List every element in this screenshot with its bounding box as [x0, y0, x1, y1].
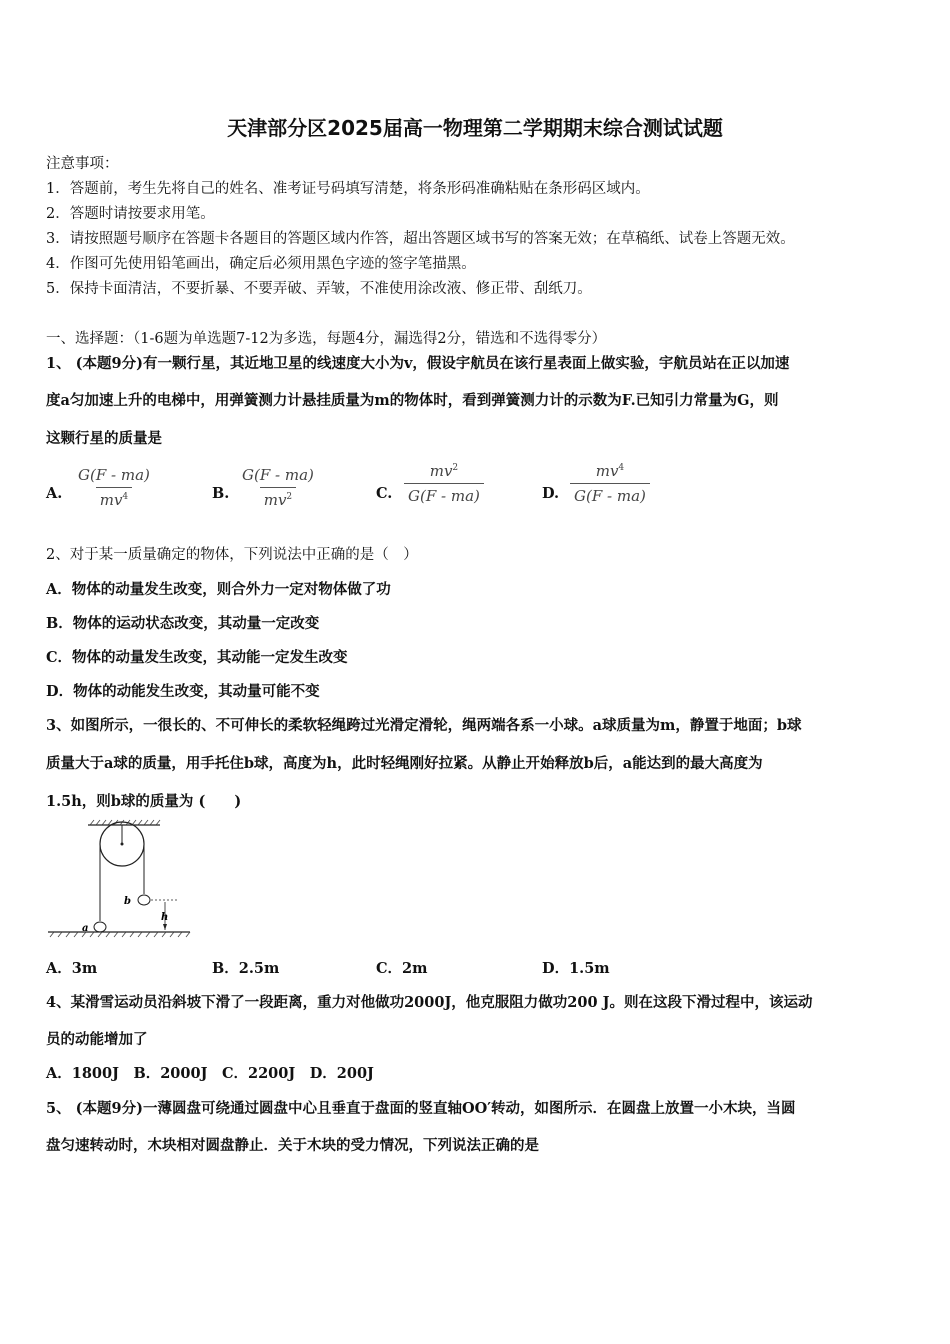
q5-stem-line: 盘匀速转动时，木块相对圆盘静止．关于木块的受力情况，下列说法正确的是: [46, 1137, 539, 1154]
notice-item: 3．请按照题号顺序在答题卡各题目的答题区域内作答，超出答题区域书写的答案无效；在草稿纸、试卷上答题无效。: [46, 231, 795, 247]
q4-stem-line: 4、某滑雪运动员沿斜坡下滑了一段距离，重力对他做功2000J，他克服阻力做功200 J。则在这段下滑过程中，该运动: [46, 994, 813, 1011]
q2-option: B．物体的运动状态改变，其动量一定改变: [46, 615, 320, 632]
q1-option-d-fraction: [570, 462, 650, 505]
page-title: 天津部分区2025届高一物理第二学期期末综合测试试题: [227, 116, 723, 140]
q3-option: C．2m: [376, 960, 428, 977]
denominator: $mv^4$: [96, 487, 132, 509]
q1-stem-line: 这颗行星的质量是: [46, 430, 162, 447]
q1-option-label: C.: [376, 485, 393, 502]
notice-item: 5．保持卡面清洁，不要折暴、不要弄破、弄皱，不准使用涂改液、修正带、刮纸刀。: [46, 281, 592, 297]
notice-heading: 注意事项：: [46, 156, 119, 172]
label-h: h: [161, 912, 169, 923]
numerator: G(F - ma): [78, 466, 150, 484]
q1-option-label: A.: [46, 485, 63, 502]
q3-pulley-figure: [44, 818, 194, 942]
q1-option-b-fraction: [238, 466, 318, 509]
q1-stem-line: 度a匀加速上升的电梯中，用弹簧测力计悬挂质量为m的物体时，看到弹簧测力计的示数为F.已知引力常量为G，则: [46, 392, 779, 409]
label-a: a: [82, 923, 89, 934]
q2-option: D．物体的动能发生改变，其动量可能不变: [46, 683, 320, 700]
q3-option: D．1.5m: [542, 960, 610, 977]
numerator: G(F - ma): [242, 466, 314, 484]
notice-item: 4．作图可先使用铅笔画出，确定后必须用黑色字迹的签字笔描黑。: [46, 256, 476, 272]
q2-stem: 2、对于某一质量确定的物体，下列说法中正确的是（ ）: [46, 547, 418, 563]
q2-option: C．物体的动量发生改变，其动能一定发生改变: [46, 649, 348, 666]
notice-item: 1．答题前，考生先将自己的姓名、准考证号码填写清楚，将条形码准确粘贴在条形码区域内。: [46, 181, 650, 197]
q1-stem-line: 1、 (本题9分)有一颗行星，其近地卫星的线速度大小为v，假设宇航员在该行星表面上做实验，宇航员站在正以加速: [46, 355, 790, 372]
q5-stem-line: 5、 (本题9分)一薄圆盘可绕通过圆盘中心且垂直于盘面的竖直轴OO′转动，如图所示．在圆盘上放置一小木块，当圆: [46, 1100, 796, 1117]
q4-options: A．1800J B．2000J C．2200J D．200J: [46, 1065, 374, 1082]
q1-option-label: B.: [212, 485, 230, 502]
q3-stem-line: 质量大于a球的质量，用手托住b球，高度为h，此时轻绳刚好拉紧。从静止开始释放b后，a能达到的最大高度为: [46, 755, 763, 772]
q3-stem-line: 1.5h，则b球的质量为 ( ): [46, 793, 242, 810]
q1-option-label: D.: [542, 485, 560, 502]
q2-option: A．物体的动量发生改变，则合外力一定对物体做了功: [46, 581, 391, 598]
label-b: b: [124, 896, 131, 907]
q1-option-a-fraction: [74, 466, 154, 509]
section-heading: 一、选择题：（1-6题为单选题7-12为多选，每题4分，漏选得2分，错选和不选得零分）: [46, 331, 607, 347]
q3-option: B．2.5m: [212, 960, 280, 977]
q3-stem-line: 3、如图所示，一很长的、不可伸长的柔软轻绳跨过光滑定滑轮，绳两端各系一小球。a球质量为m，静置于地面；b球: [46, 717, 802, 734]
q3-option: A．3m: [46, 960, 98, 977]
numerator: $mv^4$: [595, 462, 625, 480]
denominator: G(F - ma): [404, 483, 484, 505]
q4-stem-line: 员的动能增加了: [46, 1031, 148, 1048]
q1-option-c-fraction: [404, 462, 484, 505]
numerator: $mv^2$: [429, 462, 459, 480]
denominator: G(F - ma): [570, 483, 650, 505]
notice-item: 2．答题时请按要求用笔。: [46, 206, 215, 222]
denominator: $mv^2$: [260, 487, 296, 509]
